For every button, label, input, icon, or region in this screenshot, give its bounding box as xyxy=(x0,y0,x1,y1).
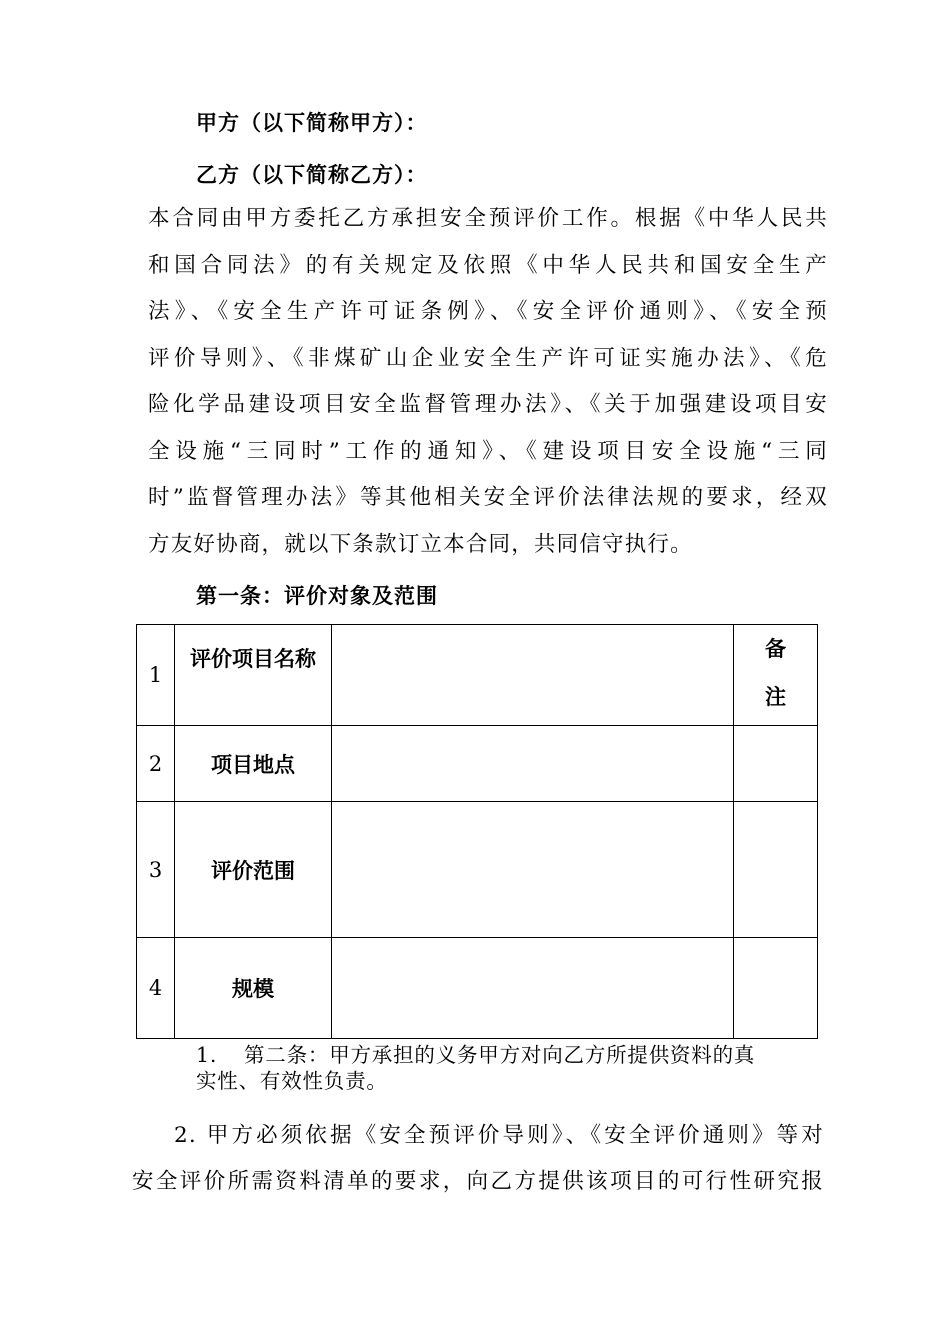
item-2-line: 安全评价所需资料清单的要求，向乙方提供该项目的可行性研究报 xyxy=(132,1169,824,1194)
note-cell[interactable] xyxy=(734,938,818,1039)
row-value-cell[interactable] xyxy=(332,726,734,802)
note-cell[interactable] xyxy=(734,726,818,802)
note-cell[interactable] xyxy=(734,802,818,938)
intro-line: 本合同由甲方委托乙方承担安全预评价工作。根据《中华人民共 xyxy=(148,206,828,231)
evaluation-scope-table xyxy=(136,624,818,1039)
row-number: 4 xyxy=(137,938,175,1039)
party-a-heading: 甲方（以下简称甲方）： xyxy=(196,111,428,135)
row-value-cell[interactable] xyxy=(332,938,734,1039)
row-label: 评价项目名称 xyxy=(175,625,332,726)
article1-title: 第一条：评价对象及范围 xyxy=(196,584,438,608)
intro-line: 方友好协商，就以下条款订立本合同，共同信守执行。 xyxy=(148,531,693,557)
item-2 xyxy=(132,1113,824,1205)
intro-line: 和国合同法》的有关规定及依照《中华人民共和国安全生产 xyxy=(148,252,828,278)
note-char: 备 xyxy=(765,637,786,661)
row-value-cell[interactable] xyxy=(332,802,734,938)
intro-line: 时”监督管理办法》等其他相关安全评价法律法规的要求，经双 xyxy=(148,485,828,510)
party-b-heading: 乙方（以下简称乙方）： xyxy=(196,163,428,187)
table-row xyxy=(137,938,818,1039)
intro-line: 全设施“三同时”工作的通知》、《建设项目安全设施“三同 xyxy=(148,438,828,464)
table-row xyxy=(137,625,818,726)
row-label: 规模 xyxy=(175,938,332,1039)
row-label: 评价范围 xyxy=(175,802,332,938)
row-number: 1 xyxy=(137,625,175,726)
intro-paragraph xyxy=(148,196,828,568)
note-char: 注 xyxy=(765,685,786,709)
table-row xyxy=(137,802,818,938)
row-value-cell[interactable] xyxy=(332,625,734,726)
table-row xyxy=(137,726,818,802)
row-label: 项目地点 xyxy=(175,726,332,802)
item-1-line: 第二条：甲方承担的义务甲方对向乙方所提供资料的真 xyxy=(244,1043,756,1067)
row-number: 2 xyxy=(137,726,175,802)
item-1-number: 1. xyxy=(196,1043,218,1067)
row-number: 3 xyxy=(137,802,175,938)
item-2-line: 2. 甲方必须依据《安全预评价导则》、《安全评价通则》等对 xyxy=(174,1123,824,1148)
intro-line: 法》、《安全生产许可证条例》、《安全评价通则》、《安全预 xyxy=(148,299,828,324)
item-1-line: 实性、有效性负责。 xyxy=(196,1069,388,1093)
intro-line: 评价导则》、《非煤矿山企业安全生产许可证实施办法》、《危 xyxy=(148,345,828,371)
note-header xyxy=(734,625,818,726)
intro-line: 险化学品建设项目安全监督管理办法》、《关于加强建设项目安 xyxy=(148,392,828,417)
